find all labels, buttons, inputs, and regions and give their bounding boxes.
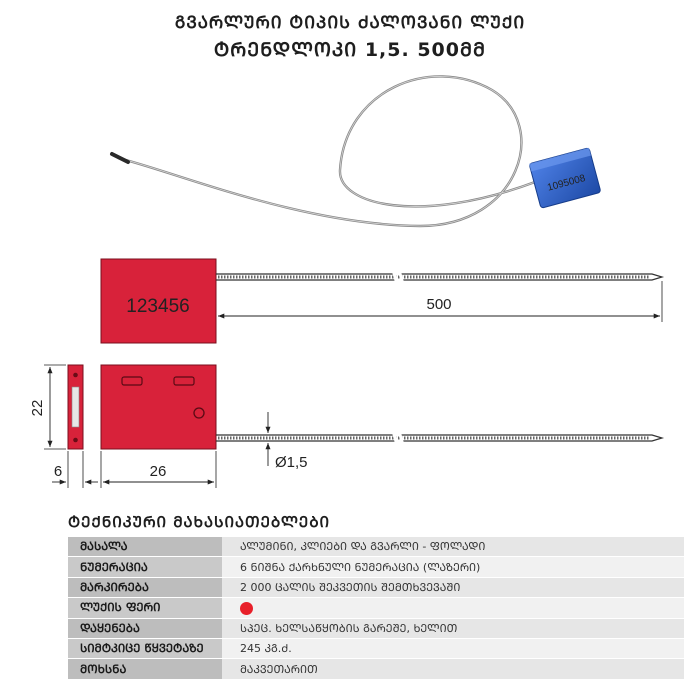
photo-cable	[118, 76, 535, 226]
front-seal-number: 123456	[126, 296, 190, 317]
specs-title: ᲢᲔᲥᲜᲘᲙᲣᲠᲘ ᲛᲐᲮᲐᲡᲘᲐᲗᲔᲑᲚᲔᲑᲘ	[68, 513, 331, 531]
spec-row-numbering	[68, 557, 684, 577]
dimension-length: 500	[426, 296, 452, 313]
dimension-height: 22	[29, 399, 46, 417]
bottom-view	[101, 365, 662, 488]
spec-value: 6 ᲜᲘᲨᲜᲐ ᲥᲐᲠᲮᲜᲣᲚᲘ ᲜᲣᲛᲔᲠᲐᲪᲘᲐ (ᲚᲐᲖᲔᲠᲘ)	[222, 557, 684, 577]
seal-photo	[112, 76, 601, 226]
spec-value: 2 000 ᲪᲐᲚᲘᲡ ᲨᲔᲙᲕᲔᲗᲘᲡ ᲨᲔᲛᲗᲮᲕᲔᲕᲐᲨᲘ	[222, 577, 684, 597]
dimension-width: 26	[149, 463, 167, 480]
title-line-2: ᲢᲠᲔᲜᲓᲚᲝᲙᲘ 1,5. 500ᲛᲛ	[213, 39, 487, 61]
spec-label: ᲜᲣᲛᲔᲠᲐᲪᲘᲐ	[68, 557, 222, 577]
title-line-1: ᲒᲕᲐᲠᲚᲣᲠᲘ ᲢᲘᲞᲘᲡ ᲫᲐᲚᲝᲕᲐᲜᲘ ᲚᲣᲥᲘ	[174, 13, 526, 33]
spec-value: 245 ᲙᲒ.Ძ.	[222, 638, 684, 658]
spec-row-strength	[68, 638, 684, 658]
spec-value: ᲐᲚᲣᲛᲘᲜᲘ, ᲙᲚᲘᲔᲑᲘ ᲓᲐ ᲒᲕᲐᲠᲚᲘ - ᲤᲝᲚᲐᲓᲘ	[222, 537, 684, 557]
spec-label: ᲛᲐᲡᲐᲚᲐ	[68, 537, 222, 557]
spec-label: ᲛᲐᲠᲙᲘᲠᲔᲑᲐ	[68, 577, 222, 597]
spec-row-material	[68, 537, 684, 557]
dimension-diameter: Ø1,5	[275, 454, 308, 471]
spec-value	[222, 598, 684, 618]
spec-value: ᲡᲞᲔᲪ. ᲮᲔᲚᲡᲐᲬᲧᲝᲑᲘᲡ ᲒᲐᲠᲔᲨᲔ, ᲮᲔᲚᲘᲗ	[222, 618, 684, 638]
photo-seal-number: 1095008	[546, 172, 587, 194]
bottom-seal-body	[101, 365, 216, 449]
spec-label: ᲡᲘᲛᲢᲙᲘᲪᲔ ᲬᲧᲕᲔᲢᲐᲖᲔ	[68, 638, 222, 658]
spec-value: ᲛᲐᲙᲕᲔᲗᲐᲠᲘᲗ	[222, 659, 684, 679]
specs-table	[68, 537, 684, 680]
seal-color-swatch	[240, 602, 253, 615]
blue-seal-body	[529, 148, 601, 208]
bottom-cable	[216, 435, 662, 441]
front-cable	[216, 274, 662, 280]
side-view	[29, 365, 98, 488]
spec-label: ᲛᲝᲮᲡᲜᲐ	[68, 659, 222, 679]
spec-row-color	[68, 598, 684, 618]
spec-row-installation	[68, 618, 684, 638]
spec-label: ᲚᲣᲥᲘᲡ ᲤᲔᲠᲘ	[68, 598, 222, 618]
front-view	[101, 259, 662, 343]
spec-row-marking	[68, 577, 684, 597]
spec-label: ᲓᲐᲧᲔᲜᲔᲑᲐ	[68, 618, 222, 638]
spec-row-removal	[68, 659, 684, 679]
dimension-thickness: 6	[53, 463, 63, 480]
